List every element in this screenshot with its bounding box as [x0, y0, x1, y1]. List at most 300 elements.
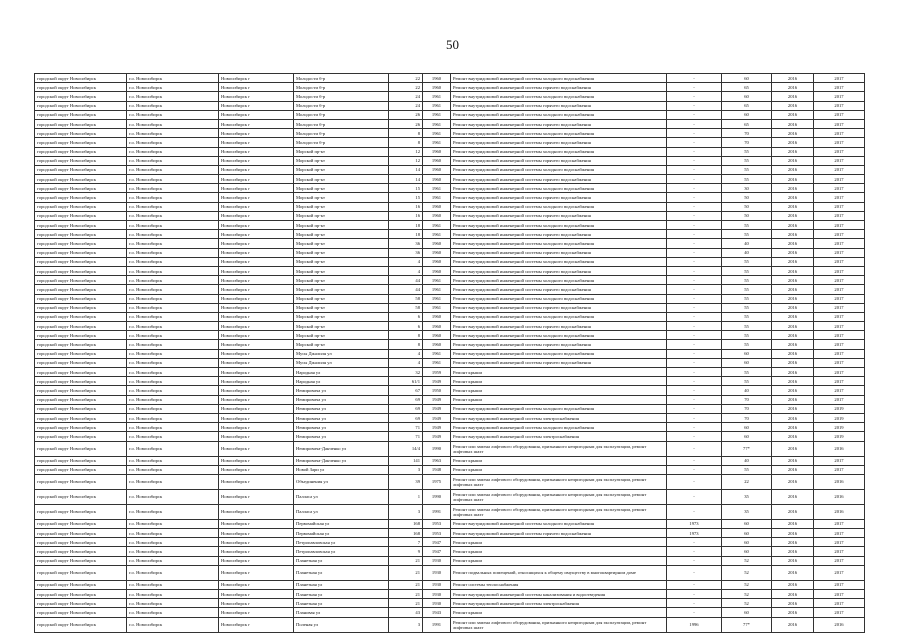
- work-type-cell: Ремонт внутридомовой инженерной системы холодного водоснабжения: [451, 165, 667, 174]
- build-year-cell: 1960: [423, 239, 451, 248]
- cost-cell: 52: [722, 565, 772, 580]
- house-number-cell: 4: [389, 266, 423, 275]
- cost-cell: 40: [722, 239, 772, 248]
- house-number-cell: 4: [389, 349, 423, 358]
- house-number-cell: 21: [389, 590, 423, 599]
- district-cell: городской округ Новосибирск: [35, 312, 127, 321]
- build-year-cell: 1990: [423, 489, 451, 504]
- table-row: [35, 165, 865, 174]
- start-year-cell: 2016: [772, 423, 814, 432]
- street-cell: Плановая ул: [294, 608, 389, 617]
- district-cell: городской округ Новосибирск: [35, 413, 127, 422]
- district-cell: городской округ Новосибирск: [35, 340, 127, 349]
- street-cell: Морской пр-кт: [294, 175, 389, 184]
- end-year-cell: 2017: [814, 465, 865, 474]
- municipality-cell: г.о. Новосибирск: [127, 377, 219, 386]
- municipality-cell: г.о. Новосибирск: [127, 312, 219, 321]
- end-year-cell: 2017: [814, 580, 865, 589]
- locality-cell: Новосибирск г: [219, 504, 294, 519]
- table-row: [35, 202, 865, 211]
- plan-year-cell: -: [667, 184, 722, 193]
- municipality-cell: г.о. Новосибирск: [127, 184, 219, 193]
- house-number-cell: 3: [389, 504, 423, 519]
- street-cell: Морской пр-кт: [294, 193, 389, 202]
- build-year-cell: 1959: [423, 368, 451, 377]
- build-year-cell: 1961: [423, 184, 451, 193]
- end-year-cell: 2017: [814, 211, 865, 220]
- table-row: [35, 423, 865, 432]
- street-cell: Немировича ул: [294, 395, 389, 404]
- municipality-cell: г.о. Новосибирск: [127, 129, 219, 138]
- district-cell: городской округ Новосибирск: [35, 590, 127, 599]
- start-year-cell: 2016: [772, 547, 814, 556]
- page-number: 50: [446, 37, 459, 52]
- municipality-cell: г.о. Новосибирск: [127, 119, 219, 128]
- end-year-cell: 2017: [814, 110, 865, 119]
- municipality-cell: г.о. Новосибирск: [127, 147, 219, 156]
- build-year-cell: 1947: [423, 538, 451, 547]
- start-year-cell: 2016: [772, 312, 814, 321]
- cost-cell: 60: [722, 349, 772, 358]
- municipality-cell: г.о. Новосибирск: [127, 395, 219, 404]
- locality-cell: Новосибирск г: [219, 184, 294, 193]
- cost-cell: 55: [722, 257, 772, 266]
- end-year-cell: 2017: [814, 285, 865, 294]
- house-number-cell: 16: [389, 211, 423, 220]
- build-year-cell: 1961: [423, 101, 451, 110]
- end-year-cell: 2017: [814, 312, 865, 321]
- cost-cell: 55: [722, 331, 772, 340]
- start-year-cell: 2016: [772, 221, 814, 230]
- municipality-cell: г.о. Новосибирск: [127, 248, 219, 257]
- start-year-cell: 2016: [772, 322, 814, 331]
- end-year-cell: 2017: [814, 303, 865, 312]
- build-year-cell: 1930: [423, 590, 451, 599]
- plan-year-cell: 1973: [667, 529, 722, 538]
- work-type-cell: Ремонт внутридомовой инженерной системы холодного водоснабжения: [451, 257, 667, 266]
- end-year-cell: 2017: [814, 129, 865, 138]
- start-year-cell: 2016: [772, 147, 814, 156]
- table-row: [35, 340, 865, 349]
- work-type-cell: Ремонт внутридомовой инженерной системы горячего водоснабжения: [451, 101, 667, 110]
- municipality-cell: г.о. Новосибирск: [127, 465, 219, 474]
- end-year-cell: 2017: [814, 556, 865, 565]
- build-year-cell: 1961: [423, 193, 451, 202]
- district-cell: городской округ Новосибирск: [35, 358, 127, 367]
- end-year-cell: 2017: [814, 331, 865, 340]
- street-cell: Морской пр-кт: [294, 230, 389, 239]
- district-cell: городской округ Новосибирск: [35, 184, 127, 193]
- build-year-cell: 1991: [423, 617, 451, 632]
- cost-cell: 55: [722, 294, 772, 303]
- plan-year-cell: -: [667, 580, 722, 589]
- street-cell: Немировича ул: [294, 413, 389, 422]
- municipality-cell: г.о. Новосибирск: [127, 340, 219, 349]
- start-year-cell: 2016: [772, 202, 814, 211]
- house-number-cell: 15: [389, 193, 423, 202]
- build-year-cell: 1960: [423, 165, 451, 174]
- cost-cell: 70: [722, 404, 772, 413]
- plan-year-cell: -: [667, 92, 722, 101]
- locality-cell: Новосибирск г: [219, 138, 294, 147]
- locality-cell: Новосибирск г: [219, 230, 294, 239]
- table-row: [35, 184, 865, 193]
- cost-cell: 52: [722, 556, 772, 565]
- district-cell: городской округ Новосибирск: [35, 504, 127, 519]
- work-type-cell: Ремонт внутридомовой инженерной системы канализования и водоотведения: [451, 590, 667, 599]
- locality-cell: Новосибирск г: [219, 266, 294, 275]
- street-cell: Немировича ул: [294, 386, 389, 395]
- work-type-cell: Ремонт внутридомовой инженерной системы горячего водоснабжения: [451, 322, 667, 331]
- district-cell: городской округ Новосибирск: [35, 432, 127, 441]
- build-year-cell: 1960: [423, 211, 451, 220]
- build-year-cell: 1960: [423, 147, 451, 156]
- work-type-cell: Ремонт крыши: [451, 608, 667, 617]
- build-year-cell: 1949: [423, 432, 451, 441]
- municipality-cell: г.о. Новосибирск: [127, 202, 219, 211]
- locality-cell: Новосибирск г: [219, 147, 294, 156]
- district-cell: городской округ Новосибирск: [35, 83, 127, 92]
- cost-cell: 77*: [722, 441, 772, 456]
- plan-year-cell: -: [667, 489, 722, 504]
- table-row: [35, 101, 865, 110]
- house-number-cell: 168: [389, 519, 423, 528]
- district-cell: городской округ Новосибирск: [35, 230, 127, 239]
- plan-year-cell: -: [667, 474, 722, 489]
- street-cell: Немировича ул: [294, 423, 389, 432]
- cost-cell: 55: [722, 156, 772, 165]
- cost-cell: 55: [722, 165, 772, 174]
- end-year-cell: 2017: [814, 349, 865, 358]
- start-year-cell: 2016: [772, 276, 814, 285]
- municipality-cell: г.о. Новосибирск: [127, 175, 219, 184]
- cost-cell: 55: [722, 285, 772, 294]
- plan-year-cell: -: [667, 129, 722, 138]
- work-type-cell: Ремонт внутридомовой инженерной системы холодного водоснабжения: [451, 221, 667, 230]
- end-year-cell: 2017: [814, 147, 865, 156]
- start-year-cell: 2016: [772, 239, 814, 248]
- end-year-cell: 2017: [814, 156, 865, 165]
- table-row: [35, 590, 865, 599]
- build-year-cell: 1961: [423, 221, 451, 230]
- cost-cell: 60: [722, 423, 772, 432]
- table-row: [35, 257, 865, 266]
- table-row: [35, 312, 865, 321]
- work-type-cell: Ремонт внутридомовой инженерной системы горячего водоснабжения: [451, 211, 667, 220]
- street-cell: Морской пр-кт: [294, 202, 389, 211]
- end-year-cell: 2017: [814, 547, 865, 556]
- table-row: [35, 230, 865, 239]
- district-cell: городской округ Новосибирск: [35, 349, 127, 358]
- plan-year-cell: -: [667, 239, 722, 248]
- build-year-cell: 1930: [423, 565, 451, 580]
- cost-cell: 70: [722, 138, 772, 147]
- build-year-cell: 1961: [423, 285, 451, 294]
- work-type-cell: Ремонт внутридомовой инженерной системы горячего водоснабжения: [451, 266, 667, 275]
- table-row: [35, 456, 865, 465]
- start-year-cell: 2016: [772, 266, 814, 275]
- end-year-cell: 2017: [814, 565, 865, 580]
- municipality-cell: г.о. Новосибирск: [127, 413, 219, 422]
- municipality-cell: г.о. Новосибирск: [127, 441, 219, 456]
- end-year-cell: 2019: [814, 432, 865, 441]
- municipality-cell: г.о. Новосибирск: [127, 504, 219, 519]
- plan-year-cell: -: [667, 202, 722, 211]
- work-type-cell: Ремонт внутридомовой инженерной системы холодного водоснабжения: [451, 184, 667, 193]
- end-year-cell: 2017: [814, 74, 865, 83]
- street-cell: Молодости б-р: [294, 119, 389, 128]
- plan-year-cell: -: [667, 312, 722, 321]
- cost-cell: 55: [722, 303, 772, 312]
- locality-cell: Новосибирск г: [219, 441, 294, 456]
- start-year-cell: 2016: [772, 465, 814, 474]
- street-cell: Морской пр-кт: [294, 147, 389, 156]
- start-year-cell: 2016: [772, 248, 814, 257]
- end-year-cell: 2016: [814, 504, 865, 519]
- end-year-cell: 2016: [814, 489, 865, 504]
- locality-cell: Новосибирск г: [219, 456, 294, 465]
- municipality-cell: г.о. Новосибирск: [127, 92, 219, 101]
- street-cell: Молодости б-р: [294, 83, 389, 92]
- build-year-cell: 1961: [423, 294, 451, 303]
- district-cell: городской округ Новосибирск: [35, 377, 127, 386]
- locality-cell: Новосибирск г: [219, 423, 294, 432]
- table-row: [35, 285, 865, 294]
- end-year-cell: 2017: [814, 340, 865, 349]
- cost-cell: 50: [722, 193, 772, 202]
- locality-cell: Новосибирск г: [219, 565, 294, 580]
- end-year-cell: 2016: [814, 474, 865, 489]
- work-type-cell: Ремонт внутридомовой инженерной системы холодного водоснабжения: [451, 331, 667, 340]
- street-cell: Морской пр-кт: [294, 266, 389, 275]
- plan-year-cell: -: [667, 276, 722, 285]
- work-type-cell: Ремонт или замена лифтового оборудования, признанного непригодным для эксплуатации, ремонт лифтовых шахт: [451, 504, 667, 519]
- house-number-cell: 1: [389, 489, 423, 504]
- house-number-cell: 12: [389, 147, 423, 156]
- build-year-cell: 1948: [423, 465, 451, 474]
- house-number-cell: 18: [389, 221, 423, 230]
- street-cell: Народная ул: [294, 377, 389, 386]
- district-cell: городской округ Новосибирск: [35, 74, 127, 83]
- municipality-cell: г.о. Новосибирск: [127, 590, 219, 599]
- build-year-cell: 1960: [423, 202, 451, 211]
- house-number-cell: 4: [389, 358, 423, 367]
- cost-cell: 60: [722, 519, 772, 528]
- house-number-cell: 7: [389, 538, 423, 547]
- build-year-cell: 1960: [423, 322, 451, 331]
- plan-year-cell: -: [667, 504, 722, 519]
- house-number-cell: 26: [389, 110, 423, 119]
- street-cell: Объединения ул: [294, 474, 389, 489]
- street-cell: Немировича-Данченко ул: [294, 441, 389, 456]
- end-year-cell: 2017: [814, 519, 865, 528]
- house-number-cell: 9: [389, 547, 423, 556]
- street-cell: Молодости б-р: [294, 74, 389, 83]
- table-row: [35, 119, 865, 128]
- plan-year-cell: 1973: [667, 519, 722, 528]
- start-year-cell: 2016: [772, 386, 814, 395]
- municipality-cell: г.о. Новосибирск: [127, 156, 219, 165]
- locality-cell: Новосибирск г: [219, 294, 294, 303]
- locality-cell: Новосибирск г: [219, 156, 294, 165]
- plan-year-cell: -: [667, 556, 722, 565]
- work-type-cell: Ремонт внутридомовой инженерной системы горячего водоснабжения: [451, 230, 667, 239]
- work-type-cell: Ремонт внутридомовой инженерной системы холодного водоснабжения: [451, 404, 667, 413]
- table-row: [35, 331, 865, 340]
- house-number-cell: 43: [389, 608, 423, 617]
- table-row: [35, 529, 865, 538]
- plan-year-cell: -: [667, 432, 722, 441]
- end-year-cell: 2017: [814, 257, 865, 266]
- build-year-cell: 1961: [423, 230, 451, 239]
- end-year-cell: 2019: [814, 423, 865, 432]
- locality-cell: Новосибирск г: [219, 129, 294, 138]
- build-year-cell: 1960: [423, 156, 451, 165]
- start-year-cell: 2016: [772, 519, 814, 528]
- district-cell: городской округ Новосибирск: [35, 276, 127, 285]
- street-cell: Планетная ул: [294, 599, 389, 608]
- table-row: [35, 565, 865, 580]
- municipality-cell: г.о. Новосибирск: [127, 211, 219, 220]
- municipality-cell: г.о. Новосибирск: [127, 74, 219, 83]
- district-cell: городской округ Новосибирск: [35, 547, 127, 556]
- table-row: [35, 386, 865, 395]
- house-number-cell: 71: [389, 432, 423, 441]
- work-type-cell: Ремонт крыши: [451, 395, 667, 404]
- street-cell: Планетная ул: [294, 580, 389, 589]
- locality-cell: Новосибирск г: [219, 340, 294, 349]
- work-type-cell: Ремонт крыши: [451, 456, 667, 465]
- build-year-cell: 1961: [423, 303, 451, 312]
- house-number-cell: 44: [389, 276, 423, 285]
- end-year-cell: 2017: [814, 248, 865, 257]
- table-row: [35, 432, 865, 441]
- build-year-cell: 1960: [423, 257, 451, 266]
- house-number-cell: 36: [389, 239, 423, 248]
- municipality-cell: г.о. Новосибирск: [127, 193, 219, 202]
- municipality-cell: г.о. Новосибирск: [127, 538, 219, 547]
- build-year-cell: 1960: [423, 74, 451, 83]
- work-type-cell: Ремонт внутридомовой инженерной системы горячего водоснабжения: [451, 340, 667, 349]
- table-row: [35, 193, 865, 202]
- start-year-cell: 2016: [772, 456, 814, 465]
- locality-cell: Новосибирск г: [219, 110, 294, 119]
- start-year-cell: 2016: [772, 404, 814, 413]
- end-year-cell: 2019: [814, 413, 865, 422]
- cost-cell: 60: [722, 547, 772, 556]
- plan-year-cell: -: [667, 395, 722, 404]
- street-cell: Мусы Джалиля ул: [294, 349, 389, 358]
- table-row: [35, 441, 865, 456]
- build-year-cell: 1930: [423, 599, 451, 608]
- work-type-cell: Ремонт внутридомовой инженерной системы холодного водоснабжения: [451, 276, 667, 285]
- build-year-cell: 1947: [423, 547, 451, 556]
- end-year-cell: 2016: [814, 617, 865, 632]
- end-year-cell: 2017: [814, 175, 865, 184]
- work-type-cell: Ремонт внутридомовой инженерной системы горячего водоснабжения: [451, 156, 667, 165]
- street-cell: Молодости б-р: [294, 92, 389, 101]
- house-number-cell: 6: [389, 322, 423, 331]
- house-number-cell: 18: [389, 230, 423, 239]
- start-year-cell: 2016: [772, 590, 814, 599]
- plan-year-cell: -: [667, 110, 722, 119]
- table-row: [35, 276, 865, 285]
- table-row: [35, 617, 865, 632]
- district-cell: городской округ Новосибирск: [35, 456, 127, 465]
- plan-year-cell: -: [667, 456, 722, 465]
- locality-cell: Новосибирск г: [219, 221, 294, 230]
- table-row: [35, 147, 865, 156]
- street-cell: Молодости б-р: [294, 138, 389, 147]
- street-cell: Поленая ул: [294, 617, 389, 632]
- start-year-cell: 2016: [772, 110, 814, 119]
- street-cell: Петропавловская ул: [294, 538, 389, 547]
- house-number-cell: 22: [389, 74, 423, 83]
- table-row: [35, 266, 865, 275]
- district-cell: городской округ Новосибирск: [35, 129, 127, 138]
- plan-year-cell: -: [667, 138, 722, 147]
- build-year-cell: 1960: [423, 340, 451, 349]
- house-number-cell: 12: [389, 156, 423, 165]
- district-cell: городской округ Новосибирск: [35, 285, 127, 294]
- table-row: [35, 599, 865, 608]
- build-year-cell: 1949: [423, 423, 451, 432]
- district-cell: городской округ Новосибирск: [35, 529, 127, 538]
- locality-cell: Новосибирск г: [219, 331, 294, 340]
- build-year-cell: 1975: [423, 474, 451, 489]
- house-number-cell: 15: [389, 184, 423, 193]
- end-year-cell: 2016: [814, 441, 865, 456]
- locality-cell: Новосибирск г: [219, 465, 294, 474]
- plan-year-cell: -: [667, 294, 722, 303]
- house-number-cell: 24: [389, 92, 423, 101]
- cost-cell: 55: [722, 230, 772, 239]
- district-cell: городской округ Новосибирск: [35, 92, 127, 101]
- locality-cell: Новосибирск г: [219, 368, 294, 377]
- plan-year-cell: -: [667, 147, 722, 156]
- locality-cell: Новосибирск г: [219, 529, 294, 538]
- house-number-cell: 8: [389, 138, 423, 147]
- municipality-cell: г.о. Новосибирск: [127, 303, 219, 312]
- plan-year-cell: -: [667, 441, 722, 456]
- build-year-cell: 1930: [423, 556, 451, 565]
- plan-year-cell: -: [667, 538, 722, 547]
- table-row: [35, 519, 865, 528]
- start-year-cell: 2016: [772, 377, 814, 386]
- locality-cell: Новосибирск г: [219, 538, 294, 547]
- plan-year-cell: -: [667, 590, 722, 599]
- build-year-cell: 1960: [423, 83, 451, 92]
- street-cell: Немировича-Данченко ул: [294, 456, 389, 465]
- start-year-cell: 2016: [772, 175, 814, 184]
- municipality-cell: г.о. Новосибирск: [127, 276, 219, 285]
- municipality-cell: г.о. Новосибирск: [127, 83, 219, 92]
- build-year-cell: 1949: [423, 377, 451, 386]
- house-number-cell: 24: [389, 101, 423, 110]
- municipality-cell: г.о. Новосибирск: [127, 456, 219, 465]
- start-year-cell: 2016: [772, 608, 814, 617]
- locality-cell: Новосибирск г: [219, 404, 294, 413]
- build-year-cell: 1960: [423, 331, 451, 340]
- locality-cell: Новосибирск г: [219, 590, 294, 599]
- start-year-cell: 2016: [772, 432, 814, 441]
- end-year-cell: 2017: [814, 239, 865, 248]
- table-row: [35, 377, 865, 386]
- table-row: [35, 74, 865, 83]
- district-cell: городской округ Новосибирск: [35, 266, 127, 275]
- work-type-cell: Ремонт внутридомовой инженерной системы горячего водоснабжения: [451, 119, 667, 128]
- work-type-cell: Ремонт или замена лифтового оборудования, признанного непригодным для эксплуатации, ремонт лифтовых шахт: [451, 617, 667, 632]
